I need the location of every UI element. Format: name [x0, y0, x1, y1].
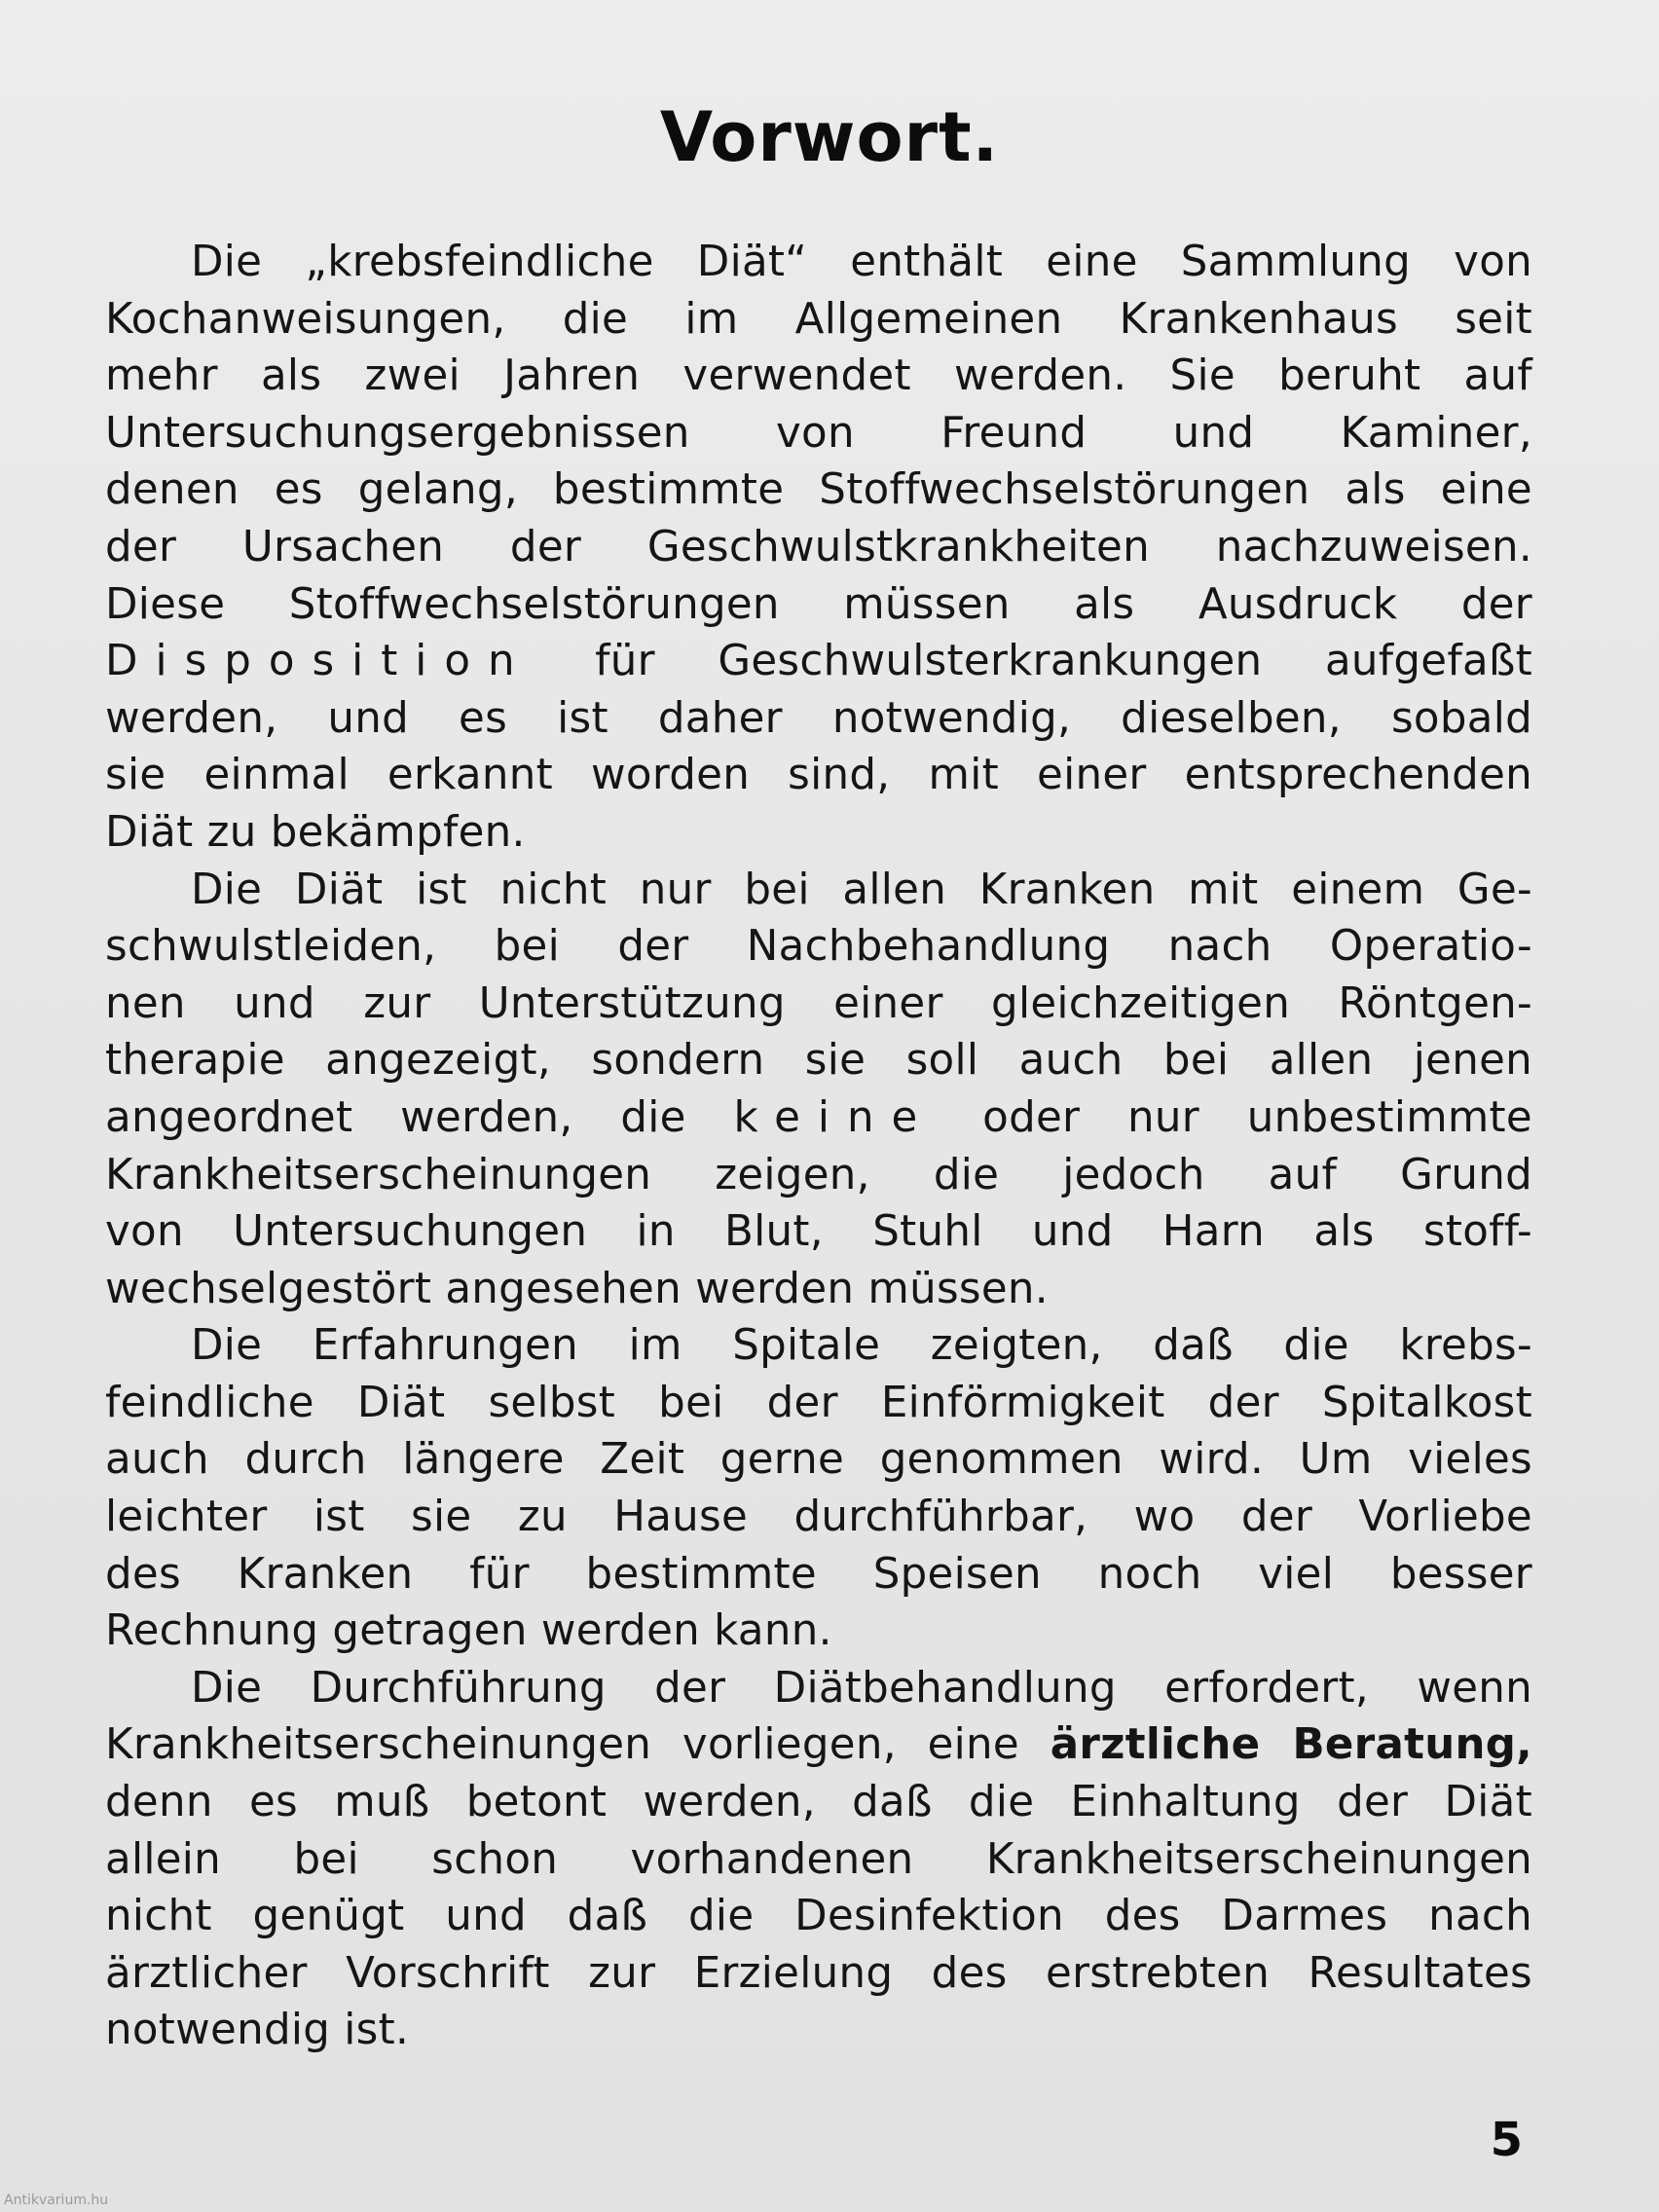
emphasis-bold: ärztliche Beratung,	[1050, 1720, 1533, 1770]
text-line: des Kranken für bestimmte Speisen noch viel besser	[105, 1549, 1532, 1599]
text-line: sie einmal erkannt worden sind, mit einer entsprechenden	[105, 751, 1532, 800]
text-line: der Ursachen der Geschwulstkrankheiten nachzuweisen.	[105, 522, 1532, 571]
text-line: Diät zu bekämpfen.	[105, 807, 526, 857]
text-line: nen und zur Unterstützung einer gleichzeitigen Röntgen-	[105, 978, 1532, 1028]
emphasis-spaced: keine	[733, 1092, 936, 1142]
text-line: wechselgestört angesehen werden müssen.	[105, 1264, 1049, 1313]
text-line	[105, 1716, 1532, 1774]
text-line: denen es gelang, bestimmte Stoffwechselstörungen als eine	[105, 465, 1532, 515]
page-title: Vorwort.	[659, 97, 1000, 177]
text-line: denn es muß betont werden, daß die Einhaltung der Diät	[105, 1778, 1532, 1827]
text-line: Die Diät ist nicht nur bei allen Kranken mit einem Ge-	[191, 865, 1532, 914]
text-line: Die Durchführung der Diätbehandlung erfordert, wenn	[191, 1663, 1532, 1713]
text-line: werden, und es ist daher notwendig, dieselben, sobald	[105, 693, 1532, 743]
text-line: Kochanweisungen, die im Allgemeinen Krankenhaus seit	[105, 294, 1532, 344]
text-line: auch durch längere Zeit gerne genommen wird. Um vieles	[105, 1435, 1532, 1485]
text-line: notwendig ist.	[105, 2006, 410, 2055]
text-line: Die Erfahrungen im Spitale zeigten, daß die krebs-	[191, 1321, 1532, 1371]
text-line: Diese Stoffwechselstörungen müssen als Ausdruck der	[105, 579, 1532, 629]
text-line: von Untersuchungen in Blut, Stuhl und Harn als stoff-	[105, 1207, 1532, 1257]
text-segment: für Geschwulsterkrankungen aufgefaßt	[532, 637, 1532, 686]
text-line: therapie angezeigt, sondern sie soll auch bei allen jenen	[105, 1036, 1532, 1086]
text-line	[105, 633, 1532, 690]
text-line: allein bei schon vorhandenen Krankheitserscheinungen	[105, 1834, 1532, 1884]
text-line: feindliche Diät selbst bei der Einförmigkeit der Spitalkost	[105, 1378, 1532, 1427]
watermark: Antikvarium.hu	[4, 2193, 109, 2208]
body-text	[105, 234, 1532, 2059]
text-segment: angeordnet werden, die	[105, 1092, 734, 1142]
emphasis-spaced: Disposition	[105, 637, 533, 686]
text-line: nicht genügt und daß die Desinfektion des Darmes nach	[105, 1892, 1532, 1941]
text-line: Rechnung getragen werden kann.	[105, 1606, 832, 1656]
text-line: schwulstleiden, bei der Nachbehandlung nach Operatio-	[105, 922, 1532, 972]
text-segment: oder nur unbestimmte	[935, 1092, 1532, 1142]
text-line	[105, 1089, 1532, 1147]
text-line: leichter ist sie zu Hause durchführbar, wo der Vorliebe	[105, 1493, 1532, 1542]
text-line: mehr als zwei Jahren verwendet werden. Sie beruht auf	[105, 351, 1532, 401]
text-line: ärztlicher Vorschrift zur Erzielung des erstrebten Resultates	[105, 1948, 1532, 1998]
text-segment: Krankheitserscheinungen vorliegen, eine	[105, 1720, 1051, 1770]
text-line: Die „krebsfeindliche Diät“ enthält eine Sammlung von	[191, 238, 1532, 286]
page-number: 5	[1490, 2113, 1523, 2167]
text-line: Untersuchungsergebnissen von Freund und Kaminer,	[105, 408, 1532, 458]
text-line: Krankheitserscheinungen zeigen, die jedoch auf Grund	[105, 1150, 1532, 1199]
